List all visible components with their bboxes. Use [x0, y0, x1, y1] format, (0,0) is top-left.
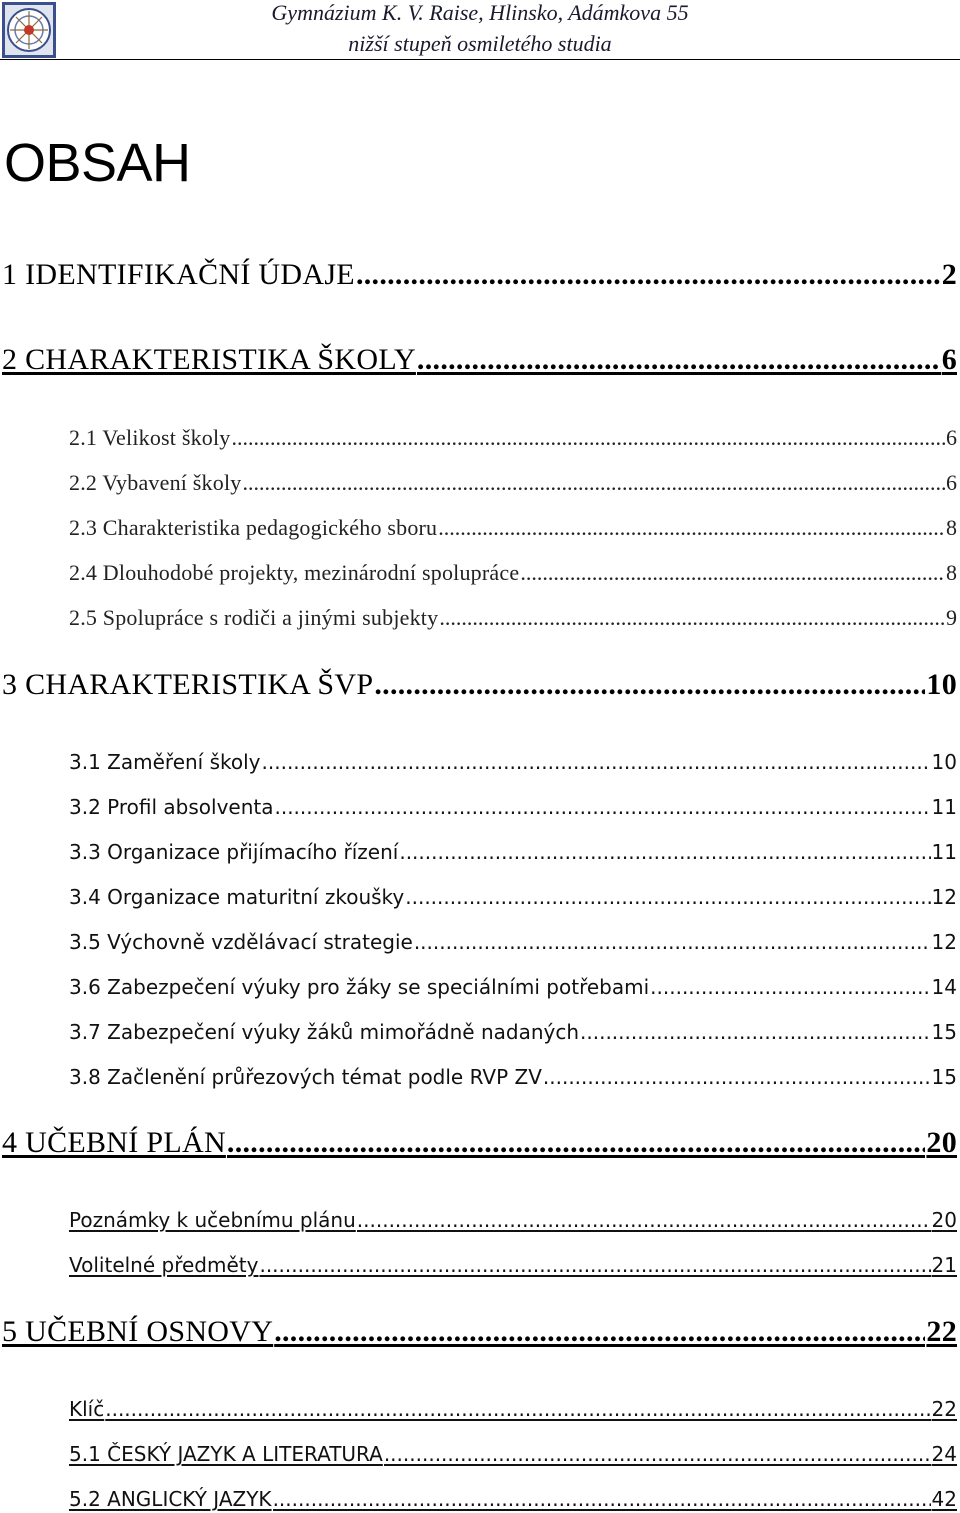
toc-entry-cesky-jazyk[interactable]: [69, 1440, 957, 1468]
toc-entry-maturitni-zkouska[interactable]: [69, 883, 957, 911]
page-title: OBSAH: [4, 133, 191, 193]
toc-leader: [650, 973, 930, 1001]
toc-leader: [273, 1485, 931, 1513]
toc-leader: [399, 838, 930, 866]
toc-entry-text: 2.4 Dlouhodobé projekty, mezinárodní spolupráce: [69, 560, 520, 585]
school-emblem-icon: [2, 2, 56, 58]
toc-page-number: 12: [931, 885, 957, 909]
toc-leader: [439, 604, 945, 632]
toc-page-number: 20: [931, 1208, 957, 1232]
toc-page-number: 22: [926, 1315, 957, 1348]
toc-page-number: 15: [931, 1020, 957, 1044]
toc-entry-specialni-potreby[interactable]: [69, 973, 957, 1001]
toc-entry-profil-absolventa[interactable]: [69, 793, 957, 821]
toc-entry-text: 2.2 Vybavení školy: [69, 470, 242, 495]
toc-leader: [274, 793, 930, 821]
toc-entry-text: 4 UČEBNÍ PLÁN: [2, 1126, 226, 1159]
toc-entry-spoluprace-s-rodici[interactable]: [69, 604, 957, 632]
toc-entry-text: 3.1 Zaměření školy: [69, 750, 261, 774]
toc-entry-text: Volitelné předměty: [69, 1253, 259, 1277]
toc-entry-text: 2 CHARAKTERISTIKA ŠKOLY: [2, 343, 416, 376]
toc-entry-text: 2.3 Charakteristika pedagogického sboru: [69, 515, 438, 540]
toc-entry-text: 3.4 Organizace maturitní zkoušky: [69, 885, 405, 909]
toc-entry-charakteristika-skoly[interactable]: [2, 342, 957, 378]
toc-leader: [227, 1125, 925, 1161]
toc-entry-text: 5.2 ANGLICKÝ JAZYK: [69, 1487, 272, 1511]
toc-page-number: 8: [946, 560, 957, 585]
toc-leader: [242, 469, 945, 497]
toc-leader: [262, 748, 931, 776]
toc-entry-zamereni-skoly[interactable]: [69, 748, 957, 776]
toc-entry-text: 5.1 ČESKÝ JAZYK A LITERATURA: [69, 1442, 383, 1466]
toc-leader: [274, 1314, 925, 1350]
toc-page-number: 6: [941, 343, 957, 376]
toc-entry-velikost-skoly[interactable]: [69, 424, 957, 452]
toc-page-number: 10: [931, 750, 957, 774]
toc-entry-text: 3.8 Začlenění průřezových témat podle RVP ZV: [69, 1065, 542, 1089]
toc-leader: [520, 559, 945, 587]
toc-leader: [259, 1251, 930, 1279]
toc-entry-text: 1 IDENTIFIKAČNÍ ÚDAJE: [2, 258, 355, 291]
toc-entry-text: 3.2 Profil absolventa: [69, 795, 274, 819]
toc-leader: [357, 1206, 931, 1234]
school-name: Gymnázium K. V. Raise, Hlinsko, Adámkova 55: [271, 0, 689, 25]
toc-entry-prurezova-temata[interactable]: [69, 1063, 957, 1091]
toc-page-number: 24: [931, 1442, 957, 1466]
toc-entry-ucebni-plan[interactable]: [2, 1125, 957, 1161]
toc-entry-charakteristika-sboru[interactable]: [69, 514, 957, 542]
toc-entry-poznamky-k-planu[interactable]: [69, 1206, 957, 1234]
toc-leader: [356, 257, 941, 293]
toc-page-number: 2: [941, 258, 957, 291]
toc-page-number: 12: [931, 930, 957, 954]
toc-entry-vychovne-strategie[interactable]: [69, 928, 957, 956]
toc-page-number: 22: [931, 1397, 957, 1421]
toc-page-number: 14: [931, 975, 957, 999]
toc-page-number: 15: [931, 1065, 957, 1089]
toc-leader: [543, 1063, 931, 1091]
toc-entry-dlouhodobe-projekty[interactable]: [69, 559, 957, 587]
toc-entry-mimoradne-nadani[interactable]: [69, 1018, 957, 1046]
toc-page-number: 11: [931, 795, 957, 819]
toc-leader: [414, 928, 931, 956]
toc-leader: [374, 667, 925, 703]
toc-entry-anglicky-jazyk[interactable]: [69, 1485, 957, 1513]
toc-page-number: 6: [946, 470, 957, 495]
toc-page-number: 8: [946, 515, 957, 540]
toc-page-number: 9: [946, 605, 957, 630]
toc-leader: [232, 424, 946, 452]
toc-page-number: 21: [931, 1253, 957, 1277]
toc-leader: [438, 514, 945, 542]
toc-entry-prijimaci-rizeni[interactable]: [69, 838, 957, 866]
header-divider: [0, 59, 960, 60]
toc-entry-text: 3.6 Zabezpečení výuky pro žáky se speciálními potřebami: [69, 975, 650, 999]
toc-page-number: 20: [926, 1126, 957, 1159]
toc-page-number: 11: [931, 840, 957, 864]
toc-page-number: 10: [926, 668, 957, 701]
toc-entry-ucebni-osnovy[interactable]: [2, 1314, 957, 1350]
school-subtitle: nižší stupeň osmiletého studia: [348, 31, 612, 56]
toc-entry-identifikacni-udaje[interactable]: [2, 257, 957, 293]
toc-entry-text: 3.7 Zabezpečení výuky žáků mimořádně nadaných: [69, 1020, 580, 1044]
toc-entry-klic[interactable]: [69, 1395, 957, 1423]
toc-entry-text: Poznámky k učebnímu plánu: [69, 1208, 356, 1232]
toc-entry-volitelne-predmety[interactable]: [69, 1251, 957, 1279]
toc-entry-text: 2.1 Velikost školy: [69, 425, 231, 450]
toc-leader: [405, 883, 930, 911]
toc-entry-charakteristika-svp[interactable]: [2, 667, 957, 703]
toc-entry-vybaveni-skoly[interactable]: [69, 469, 957, 497]
toc-entry-text: 3.5 Výchovně vzdělávací strategie: [69, 930, 413, 954]
toc-leader: [384, 1440, 931, 1468]
toc-leader: [105, 1395, 930, 1423]
toc-page-number: 6: [946, 425, 957, 450]
page-header: [0, 0, 960, 62]
toc-leader: [580, 1018, 931, 1046]
toc-entry-text: Klíč: [69, 1397, 105, 1421]
toc-entry-text: 5 UČEBNÍ OSNOVY: [2, 1315, 274, 1348]
toc-entry-text: 3.3 Organizace přijímacího řízení: [69, 840, 399, 864]
toc-page-number: 42: [931, 1487, 957, 1511]
toc-entry-text: 2.5 Spolupráce s rodiči a jinými subjekty: [69, 605, 439, 630]
toc-entry-text: 3 CHARAKTERISTIKA ŠVP: [2, 668, 374, 701]
toc-leader: [417, 342, 941, 378]
